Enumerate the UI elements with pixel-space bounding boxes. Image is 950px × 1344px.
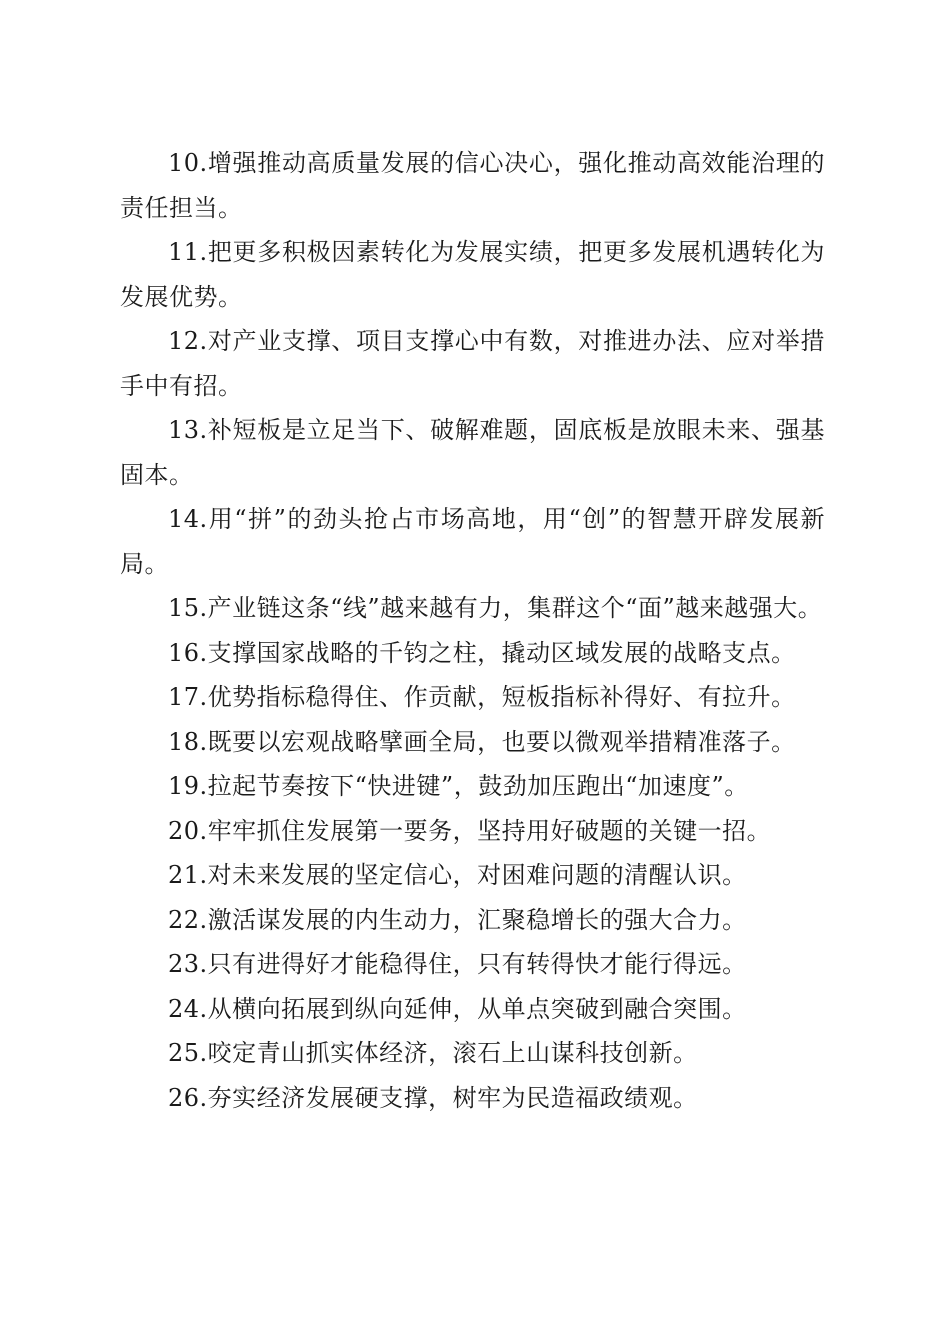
- list-item: 19.拉起节奏按下“快进键”，鼓劲加压跑出“加速度”。: [168, 772, 749, 800]
- list-item: 21.对未来发展的坚定信心，对困难问题的清醒认识。: [168, 861, 747, 889]
- list-item: 24.从横向拓展到纵向延伸，从单点突破到融合突围。: [168, 994, 747, 1023]
- list-item: 25.咬定青山抓实体经济，滚石上山谋科技创新。: [168, 1039, 698, 1067]
- list-item: 14.用“拼”的劲头抢占市场高地，用“创”的智慧开辟发展新局。: [120, 505, 825, 578]
- list-item: 20.牢牢抓住发展第一要务，坚持用好破题的关键一招。: [168, 816, 772, 845]
- list-item: 23.只有进得好才能稳得住，只有转得快才能行得远。: [168, 950, 747, 978]
- document-body: [120, 141, 825, 1120]
- list-item: 22.激活谋发展的内生动力，汇聚稳增长的强大合力。: [168, 905, 747, 934]
- list-item: 12.对产业支撑、项目支撑心中有数，对推进办法、应对举措手中有招。: [120, 327, 825, 400]
- list-item: 16.支撑国家战略的千钧之柱，撬动区域发展的战略支点。: [168, 638, 796, 667]
- list-item: 11.把更多积极因素转化为发展实绩，把更多发展机遇转化为发展优势。: [120, 238, 825, 311]
- list-item: 18.既要以宏观战略擘画全局，也要以微观举措精准落子。: [168, 727, 796, 756]
- list-item: 13.补短板是立足当下、破解难题，固底板是放眼未来、强基固本。: [120, 416, 825, 489]
- list-item: 10.增强推动高质量发展的信心决心，强化推动高效能治理的责任担当。: [120, 149, 825, 222]
- list-item: 17.优势指标稳得住、作贡献，短板指标补得好、有拉升。: [168, 683, 796, 711]
- list-item: 15.产业链这条“线”越来越有力，集群这个“面”越来越强大。: [168, 594, 823, 622]
- list-item: 26.夯实经济发展硬支撑，树牢为民造福政绩观。: [168, 1083, 698, 1112]
